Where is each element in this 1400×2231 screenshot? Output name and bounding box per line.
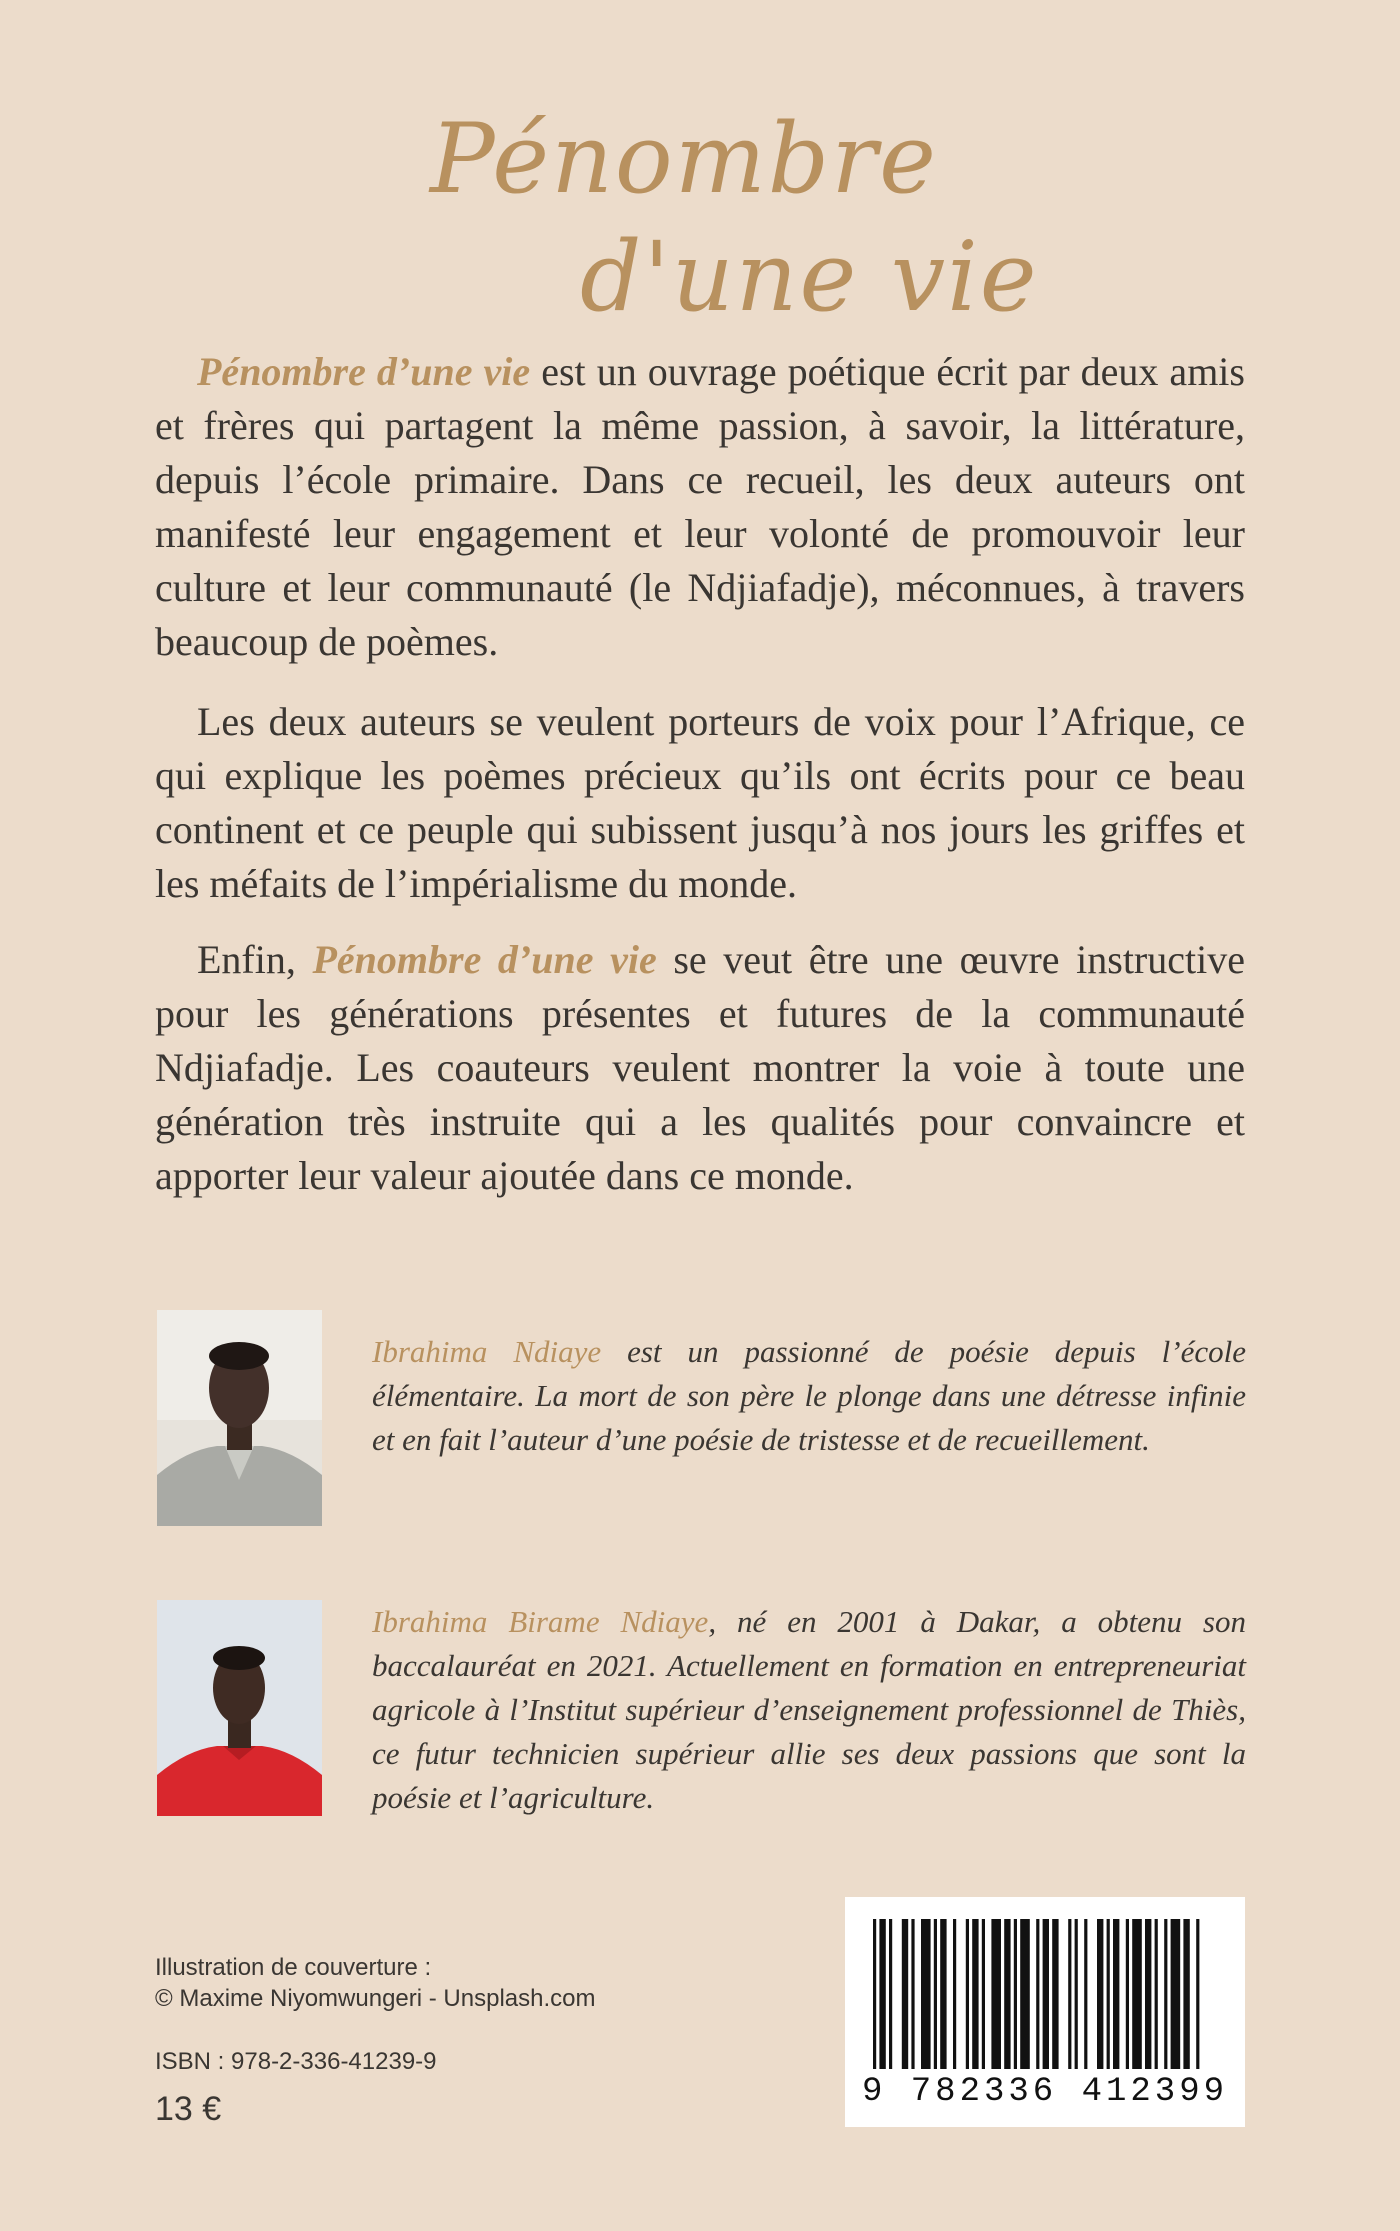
- summary-paragraph-1: [155, 345, 1245, 669]
- barcode-bar: [1004, 1919, 1010, 2069]
- barcode-bar: [873, 1919, 876, 2069]
- barcode-bars-icon: [873, 1919, 1199, 2069]
- barcode-bar: [1145, 1919, 1151, 2069]
- author-bio-2: [372, 1600, 1246, 1820]
- barcode-bar: [902, 1919, 908, 2069]
- barcode-bar: [1113, 1919, 1119, 2069]
- barcode-bar: [1068, 1919, 1071, 2069]
- author-photo-1: [157, 1310, 322, 1526]
- author-bio-text-2: , né en 2001 à Dakar, a obtenu son baccalauréat en 2021. Actuellement en formation en entrepreneuriat agricole à l’Institut supérieur d’enseignement professionnel de Thiès, ce futur technicien supérieur allie ses deux passions que sont la poésie et l’agriculture.: [372, 1604, 1246, 1815]
- barcode-bar: [1107, 1919, 1110, 2069]
- barcode-bar: [879, 1919, 885, 2069]
- barcode-bar: [1196, 1919, 1199, 2069]
- barcode-bar: [953, 1919, 956, 2069]
- barcode-bar: [1171, 1919, 1181, 2069]
- credits-line-1: Illustration de couverture :: [155, 1954, 432, 1981]
- barcode-bar: [1043, 1919, 1049, 2069]
- author-photo-2: [157, 1600, 322, 1816]
- barcode-bar: [1014, 1919, 1017, 2069]
- summary-text: est un ouvrage poétique écrit par deux amis et frères qui partagent la même passion, à savoir, la littérature, depuis l’école primaire. Dans ce recueil, les deux auteurs ont manifesté leur engagement et leur volonté de promouvoir leur culture et leur communauté (le Ndjiafadje), méconnues, à travers beaucoup de poèmes.: [155, 349, 1245, 664]
- barcode: [845, 1897, 1245, 2127]
- title-highlight: Pénombre d’une vie: [312, 937, 657, 982]
- credits-line-2: © Maxime Niyomwungeri - Unsplash.com: [155, 1985, 596, 2012]
- author-name-1: Ibrahima Ndiaye: [372, 1334, 602, 1369]
- isbn: ISBN : 978-2-336-41239-9: [155, 2048, 437, 2075]
- barcode-bar: [1020, 1919, 1030, 2069]
- barcode-bar: [1126, 1919, 1129, 2069]
- barcode-bar: [1075, 1919, 1078, 2069]
- barcode-bar: [1036, 1919, 1039, 2069]
- summary-text: se veut être une œuvre instructive pour les générations présentes et futures de la communauté Ndjiafadje. Les coauteurs veulent montrer la voie à toute une génération très instruite qui a les qualités pour convaincre et apporter leur valeur ajoutée dans ce monde.: [155, 937, 1245, 1198]
- barcode-bar: [972, 1919, 978, 2069]
- barcode-bar: [991, 1919, 1001, 2069]
- barcode-bar: [940, 1919, 946, 2069]
- barcode-bar: [1052, 1919, 1058, 2069]
- barcode-bar: [911, 1919, 914, 2069]
- barcode-bar: [1132, 1919, 1142, 2069]
- barcode-bar: [966, 1919, 969, 2069]
- author-bio-1: [372, 1330, 1246, 1462]
- barcode-bar: [1097, 1919, 1103, 2069]
- barcode-bar: [934, 1919, 937, 2069]
- summary-text: Enfin,: [197, 937, 313, 982]
- barcode-digits: 9 782336 412399: [861, 2073, 1229, 2111]
- barcode-bar: [1155, 1919, 1158, 2069]
- barcode-bar: [1164, 1919, 1167, 2069]
- book-title: [430, 100, 1070, 336]
- title-line-2: d'une vie: [580, 221, 1039, 333]
- barcode-bar: [921, 1919, 931, 2069]
- summary-paragraph-3: [155, 933, 1245, 1203]
- title-highlight: Pénombre d’une vie: [197, 349, 531, 394]
- author-bio-text-1: est un passionné de poésie depuis l’école élémentaire. La mort de son père le plonge dans une détresse infinie et en fait l’auteur d’une poésie de tristesse et de recueillement.: [372, 1334, 1246, 1457]
- cover-credits: [155, 1952, 595, 2014]
- summary-paragraph-2: Les deux auteurs se veulent porteurs de voix pour l’Afrique, ce qui explique les poèmes précieux qu’ils ont écrits pour ce beau continent et ce peuple qui subissent jusqu’à nos jours les griffes et les méfaits de l’impérialisme du monde.: [155, 699, 1245, 906]
- barcode-bar: [982, 1919, 985, 2069]
- barcode-bar: [1183, 1919, 1189, 2069]
- title-line-1: Pénombre: [430, 103, 938, 215]
- price: 13 €: [155, 2090, 222, 2128]
- author-name-2: Ibrahima Birame Ndiaye: [372, 1604, 709, 1639]
- barcode-bar: [889, 1919, 892, 2069]
- barcode-bar: [1084, 1919, 1087, 2069]
